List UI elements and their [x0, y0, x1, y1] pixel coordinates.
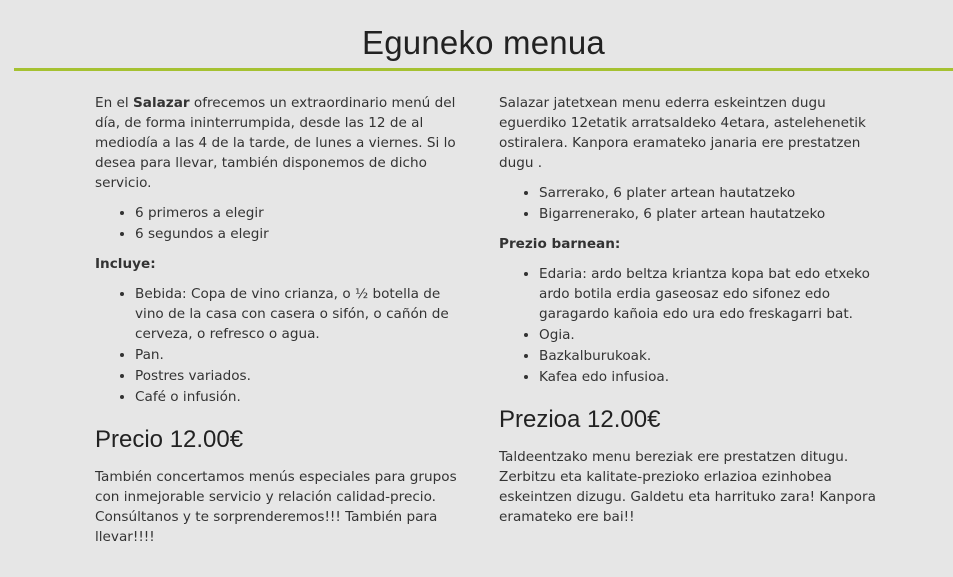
list-item: • Postres variados. [135, 366, 470, 386]
intro-paragraph-eu: Salazar jatetxean menu ederra eskeintzen dugu eguerdiko 12etatik arratsaldeko 4etara, astelehenetik ostiralera. Kanpora eramateko janaria ere prestatzen dugu . [499, 95, 866, 171]
intro-paragraph-es [95, 93, 470, 193]
includes-list-es [95, 284, 470, 407]
list-item: • 6 segundos a elegir [135, 224, 470, 244]
page-title: Eguneko menua [362, 24, 605, 61]
price-heading-eu: Prezioa 12.00€ [499, 406, 661, 433]
spanish-column [95, 93, 470, 557]
includes-list-eu [499, 264, 879, 387]
intro-text-start: En el [95, 95, 133, 111]
list-item: • Pan. [135, 345, 470, 365]
intro-text-end: ofrecemos un extraordinario menú del día, de forma ininterrumpida, desde las 12 de al mediodía a las 4 de la tarde, de lunes a viernes. Si lo desea para llevar, también disponemos de dicho servicio. [95, 95, 456, 191]
list-item: • Ogia. [539, 325, 879, 345]
list-item: • 6 primeros a elegir [135, 203, 470, 223]
price-heading-es: Precio 12.00€ [95, 426, 244, 453]
basque-column [499, 93, 879, 537]
list-item: • Bebida: Copa de vino crianza, o ½ botella de vino de la casa con casera o sifón, o cañón de cerveza, o refresco o agua. [135, 284, 470, 344]
choices-list-eu [499, 183, 879, 224]
list-item: • Café o infusión. [135, 387, 470, 407]
outro-paragraph-es: También concertamos menús especiales para grupos con inmejorable servicio y relación calidad-precio. Consúltanos y te sorprenderemos!!! También para llevar!!!! [95, 469, 457, 545]
list-item: • Bigarrenerako, 6 plater artean hautatzeko [539, 204, 879, 224]
list-item: • Bazkalburukoak. [539, 346, 879, 366]
includes-heading-eu: Prezio barnean: [499, 236, 621, 252]
list-item: • Kafea edo infusioa. [539, 367, 879, 387]
restaurant-name: Salazar [133, 95, 190, 111]
list-item: • Sarrerako, 6 plater artean hautatzeko [539, 183, 879, 203]
list-item: • Edaria: ardo beltza kriantza kopa bat edo etxeko ardo botila erdia gaseosaz edo sifonez edo garagardo kañoia edo ura edo freskagarri bat. [539, 264, 879, 324]
includes-heading-es: Incluye: [95, 256, 156, 272]
choices-list-es [95, 203, 470, 244]
outro-paragraph-eu: Taldeentzako menu bereziak ere prestatzen ditugu. Zerbitzu eta kalitate-prezioko erlazioa ezinhobea eskeintzen dizugu. Galdetu eta harrituko zara! Kanpora eramateko ere bai!! [499, 449, 876, 525]
title-divider [14, 68, 953, 71]
